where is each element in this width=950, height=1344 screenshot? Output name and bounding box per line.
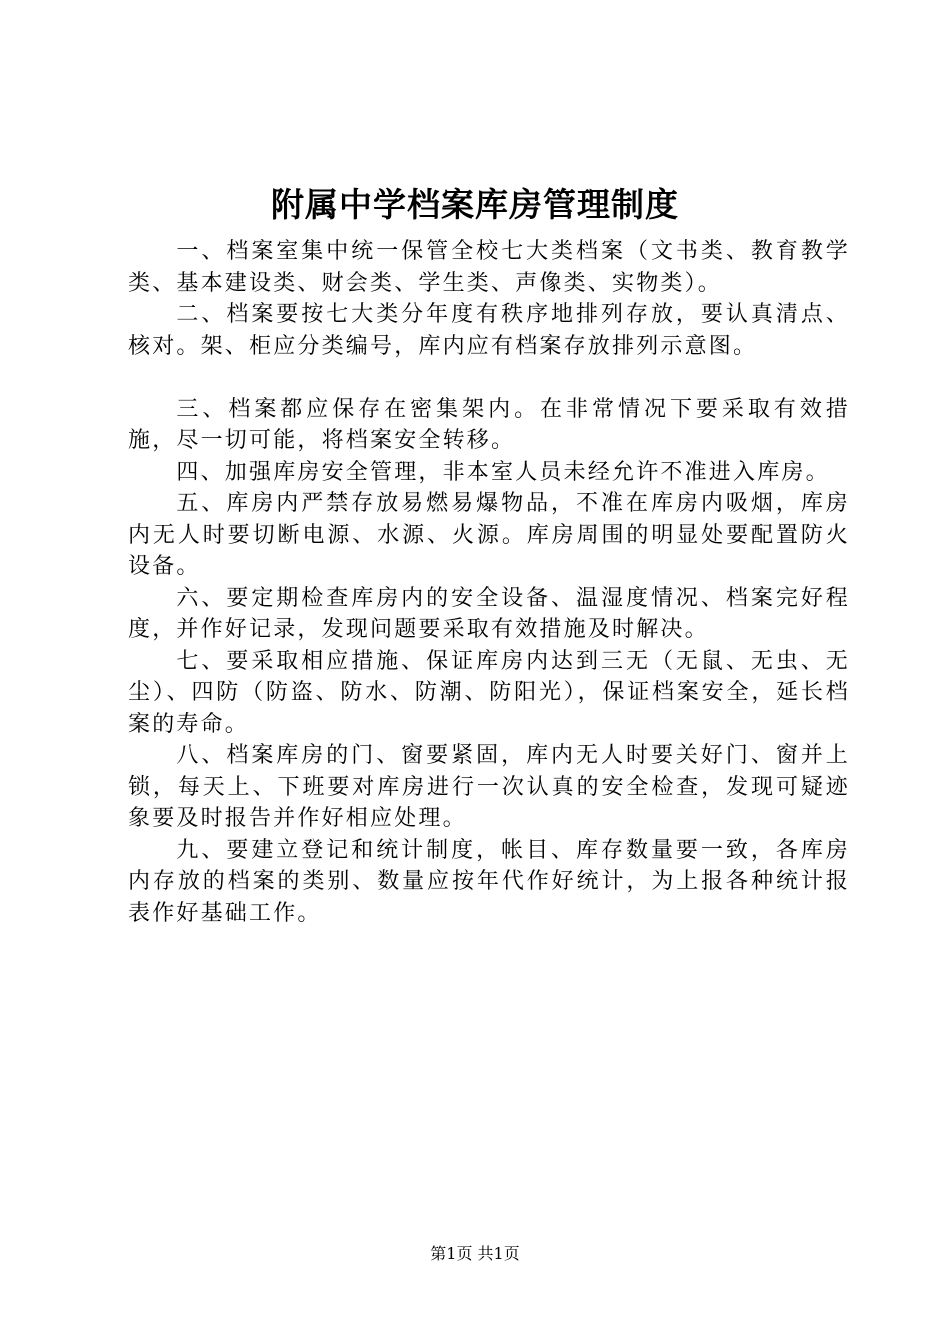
paragraph-5: 五、库房内严禁存放易燃易爆物品，不准在库房内吸烟，库房内无人时要切断电源、水源、火源。库房周围的明显处要配置防火设备。	[128, 491, 850, 579]
document-title: 附属中学档案库房管理制度	[271, 185, 679, 224]
page-number-footer: 第1页 共1页	[430, 1244, 520, 1263]
paragraph-9: 九、要建立登记和统计制度，帐目、库存数量要一致，各库房内存放的档案的类别、数量应按年代作好统计，为上报各种统计报表作好基础工作。	[128, 837, 850, 926]
paragraph-6: 六、要定期检查库房内的安全设备、温湿度情况、档案完好程度，并作好记录，发现问题要采取有效措施及时解决。	[128, 585, 850, 642]
paragraph-3: 三、档案都应保存在密集架内。在非常情况下要采取有效措施，尽一切可能，将档案安全转移。	[128, 396, 850, 453]
paragraph-7: 七、要采取相应措施、保证库房内达到三无（无鼠、无虫、无尘）、四防（防盗、防水、防潮、防阳光），保证档案安全，延长档案的寿命。	[128, 648, 850, 737]
paragraph-1: 一、档案室集中统一保管全校七大类档案（文书类、教育教学类、基本建设类、财会类、学生类、声像类、实物类）。	[128, 239, 850, 296]
document-body	[128, 236, 850, 929]
paragraph-8: 八、档案库房的门、窗要紧固，库内无人时要关好门、窗并上锁，每天上、下班要对库房进行一次认真的安全检查，发现可疑迹象要及时报告并作好相应处理。	[128, 743, 850, 831]
paragraph-2: 二、档案要按七大类分年度有秩序地排列存放，要认真清点、核对。架、柜应分类编号，库内应有档案存放排列示意图。	[128, 302, 850, 359]
paragraph-4: 四、加强库房安全管理，非本室人员未经允许不准进入库房。	[176, 459, 830, 485]
